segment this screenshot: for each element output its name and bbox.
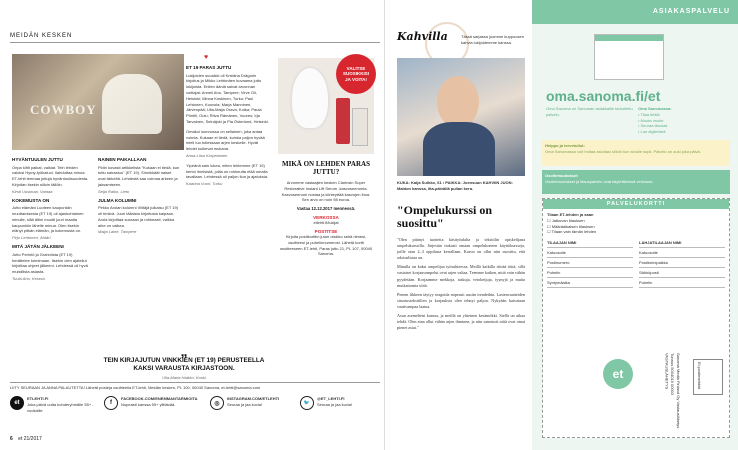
service-item: • Seuraa tilausta [638,123,668,129]
service-banner [532,0,738,24]
quote-mark: „ [180,343,188,359]
address-change-text: Osoitemuutokset ja tilauspalvelu ovat käytettävissä verkossa. [545,178,654,184]
service-item: • Lue digilehteä [638,129,666,135]
series-intro: Tässä sarjassa juomme kuppoosen kahvia lukijoidemme kanssa. [461,34,524,45]
letter-text: Ylpeänä sain lukea, miten lehtemme (ET 19) kertoi ihmisistä, joilla on rohkeutta elää omalla tavallaan. Lehdessä oli paljon iloa ja ajatuksia. [186,162,269,180]
letter-text: Omakoi luonnossa on sellainen, joka antaa voimia. Kukaan ei tiedä, kuinka paljon hyvää mieli tuo tullessaan arjen keskelle. Hyvät lehdet kulkevat mukana. [186,128,265,152]
field-phone[interactable]: Puhelin [547,270,633,278]
page-folio [10,436,42,442]
cowboy-photo [12,54,184,150]
article-body [397,236,525,432]
article-paragraph: "Olen pitänyt tuotteita käsityöalalta ja tekstiilin opiskelijana ompelukurssilla. Järjestän tiukasti omaan ompelukoneen käyttökursseja, joille otan 2–3 oppilasta kerrallaan. Kurssi on ollut niin suosittu, että odotuslistaa on. [397,237,525,261]
form-option[interactable]: Tilaan ET-lehden ja saan [547,212,594,217]
screenshot-header [595,35,663,41]
social-heading: ETLEHTI.FI [27,396,49,401]
portrait-face [437,76,479,128]
letters-col-1 [12,154,90,384]
letters-col-3 [186,62,270,340]
quote-text: TEIN KIRJAJUTUN VINKKIEN (ET 19) PERUSTEELLA KAKSI VARAUSTA KIRJASTOON. [103,357,265,373]
field-city[interactable]: Postitoimipaikka [639,260,725,268]
photo-caption: COWBOY [30,102,97,117]
letter-heading: NAINEN PAIKALLAAN [98,157,147,162]
article-paragraph: Minulla on kaksi ompelijaa työsuhteessa. Meillä kaikilla riittää töitä, sillä vastaiset korjausompelut ovat arjen valtaa. Teemme kaiken, mitä vain vähän pyydetään. Korjaamme mekkoja, taskuja, vetoketjuja, tyynyjä ja muita mutkattomia töitä. [397,264,525,288]
letter-heading: HYVÄNTUULEN JUTTU [12,157,63,162]
social-heading: INSTAGRAM.COM/ETLEHTI [227,396,280,401]
portrait-photo [397,58,525,176]
serum-bottle [336,98,350,144]
letter-text: Pidin kovasti artikkelista "Kukaan ei tiedä, kun tuttu sairastuu" (ET 19). Sinnikkäät naiset ovat tärkeitä. Lehdestä saa voimaa arkeen ja jaksamiseen. [98,164,180,188]
serum-box [352,108,368,146]
website-screenshot [594,34,664,80]
letter-signature: Tuula Aho, Kerava [12,275,45,281]
quote-signature: Ulla-Maria Haikko, Koski [162,375,206,381]
form-fields [543,238,729,290]
contest-post-heading: POSTITSE [314,229,338,235]
field-subscriber-name[interactable]: TILAAJAN NIMI [547,240,633,248]
social-heading: @ET_LEHTI.FI [317,396,345,401]
return-address: Sanoma Media Finland Oy Vastauslähetys Tunnus 5004019 00003 VASTAUSLÄHETYS [664,353,681,429]
contest-text: Arvomme vastaajien kesken Clarinsin Super Restorative Instant Lift Serum -kasvoseerumia. Kasvoseerumi nostaa ja kiinteyttää kasvojen ihoa. Sen arvo on noin 98 euroa. [281,180,371,203]
social-row [10,396,380,413]
letter-text: Onpa kiitit paikat, valkiat. Tein lehden valoksi Hymy-työkaluni. Ilahduttaa minua. ET-lehti teemaa juttuja hyväntuulisuudesta. Kirjoitan itsekin silloin tällöin. [12,164,89,188]
letter-text: Lukijoiden suosikki oli Kristiina Drägorin kirjoitus ja Mikko Lehtimäen kuvaama juttu lukijoista. Eniten ääniä saivat arvonnan voittajat: Anneli Aho, Tampere; Virve Gil, Helsinki; Minna Koskinen, Turku; Paul Lehtonen, Kouvola; Marja Manninen, Järvenpää; Ulla-Maija Orava, Kotka; Paula Pöntili, Oulu; Ritva Rämänen, Vuores; Irja Tarvainen, Seinäjoki ja Pia Österlund, Helsinki. [186,72,269,125]
service-item: • Tilaa lehtiä [638,111,660,117]
letter-heading: JULMA KOLUMNI [98,197,137,203]
section-tag: MEIDÄN KESKEN [10,33,73,39]
social-text: Joka päivä uutta kohderyhmälle 55+ -vuotiaille [27,401,94,413]
contest-post-text: Kirjoita postikorttiin jutun otsikko sekä nimesi, osoitteesi ja puhelinnumerosi. Lähetä kortti osoitteeseen ET-lehti, Paras juttu 21, PL 107, 00040 Sanoma. [279,234,373,257]
letter-signature: Kirsti Uusimaa, Vantaa [12,188,53,194]
letter-heading: ET 19 PARAS JUTTU [186,65,232,70]
article-paragraph: Asun asemelteni kanssa, ja meillä on yhteinen kesämökki. Siellä on aikaa tehdä. Olen aina ollut vähän arjen ihminen, ja niin sanotusti niitä ovat omat pienet asiat." [397,313,525,331]
letter-signature: Kaarina Vuori, Turku [186,181,223,187]
address-change-heading: Osoitemuutokset [545,173,578,178]
services-heading: Oma Sanomassa: [638,106,672,111]
stamp-box [693,359,723,395]
right-page [532,0,738,450]
letter-heading: MITÄ JÄTÄN JÄLKEENI [12,244,64,250]
article-headline: "Ompelukurssi on suosittu" [397,203,493,230]
field-email[interactable]: Sähköposti [639,270,725,278]
rocking-horse [102,74,162,134]
letter-signature: Anna-Liisa Korpelainen [186,153,228,159]
services-list [638,106,730,135]
heart-icon: ♥ [204,54,209,61]
middle-page [384,0,532,450]
field-birthdate[interactable]: Syntymäaika [547,280,633,288]
form-option[interactable]: ☐ Tilaan vain tämän lehden [547,229,597,235]
letter-text: Jutto Perintö ja Grahnlista (ET 19) herättelee toimimaan. Itsekin olen ajatellut kirjoittaa ohjeet jälkeeni. Lehdessä oli hyvä muistilista asiasta. [12,251,88,275]
form-option[interactable]: ☐ Määräaikaisen tilauksen [547,223,595,229]
footer-rule [10,382,380,383]
contest-web-link[interactable]: etlehti.fi/lukijat [313,220,339,226]
field-postcode[interactable]: Postinumero [547,260,633,268]
section-underline [10,42,380,43]
social-twitter[interactable] [300,396,370,413]
service-url[interactable]: oma.sanoma.fi/et [546,88,661,104]
portrait-caption: KUKA: Kaija Suihko, 61 • PAIKKA: Joensuun KAHVIIN JUON: Maidon kanssa, ilta-päivällä pullan kera. [397,180,513,191]
social-text: Seuraa ja jaa kuvia! [317,401,353,407]
social-instagram[interactable] [210,396,294,413]
reader-quote [94,343,274,381]
social-text: Seuraa ja jaa kuvia! [227,401,263,407]
social-heading: FACEBOOK.COM/ENEMMANTARMIOITA [121,396,198,401]
et-logo-icon: et [10,396,24,410]
mannequin-head [292,68,328,128]
contest-title: MIKÄ ON LEHDEN PARAS JUTTU? [282,160,370,177]
service-lead: Oma Sanoma on Sanoman asiakkaille tarkoitettu palvelu. [546,106,633,117]
contest-deadline: Vastaa 12.12.2017 mennessä. [296,206,356,212]
facebook-icon: f [104,396,118,410]
contest-badge: VALITSE SUOSIKKISI JA VOITA! [336,54,376,94]
help-text: Oma Sanomassa voit hoitaa asioitasi silloin kun sinulle sopii. Palvelu on auki joka päivä. [545,148,701,154]
letter-signature: Maija Laine, Tampere [98,229,137,235]
form-option[interactable]: ☐ Jatkuvan tilauksen [547,217,585,223]
help-box [542,140,730,166]
service-form [542,198,730,438]
et-big-logo: et [603,359,633,389]
field-street-2[interactable]: Katuosoite [639,250,725,258]
letter-text: Jutto elämäni Luoteen kaupunkiin muuttamisesta (ET 19) oli ajankohtainen minulle, sillä äitini muutti juuri maalta kaupunkiin lähelle minua. Olen itsekin elänyt pitkän elämän, ja kokemusta on. [12,205,84,234]
contest-panel [278,160,374,350]
banner-title: ASIAKASPALVELU [652,8,730,15]
letter-text: Pirkko Arolan kolumni Viiltäjä julkaisu (ET 19) oli terävä. Juuri tällaista kirjoitusta kaipaan. Arola kirjoittaa suoraan ja rohkeasti, vaikka aihe on vaikea. [98,205,179,228]
address-change-box [542,170,730,194]
form-title-bar: PALVELUKORTTI [543,199,729,209]
portrait-body [423,122,495,176]
service-item: • Muuta osoite [638,117,664,123]
form-options [543,209,729,238]
letter-signature: Pirjo Lehtonen, Ähtäri [12,235,51,241]
page-number: 6 [10,436,13,442]
series-script-title: Kahvilla [397,30,448,43]
issue-label: et 21/2017 [18,436,42,442]
field-street[interactable]: Katuosoite [547,250,633,258]
social-facebook[interactable] [104,396,204,413]
field-gift-name[interactable]: LAHJATILAAJAN NIMI [639,240,725,248]
letter-heading: KOKEMUSTA ON [12,197,50,203]
letters-col-2 [98,154,180,340]
social-etlehti[interactable] [10,396,98,413]
field-phone-2[interactable]: Puhelin [639,280,725,288]
return-address-block [603,349,683,431]
help-heading: Helppo ja tervetullut: [545,143,585,148]
instagram-icon: ◎ [210,396,224,410]
letter-signature: Seija Raiko, Lieto [98,188,130,194]
footer-text: LIITY SEURAAN JA ANNA PALAUTETTA! Lähetä posteja osoitteella ET-lehti, Meidän kesken, PL 100, 00040 Sanoma, et-lehti@sanoma.com [10,385,261,390]
social-text: Nopeasti kanssa 55+ ylittävää. [121,401,176,407]
article-paragraph: Pienen likkeen täytyy reagoida nopeasti uusiin trendeihin. Lastenvaatteiden sisustustekstiilien ja korjauksia olen tehnyt paljon. Nykyään kaivataan vaativampaa laatua. [397,291,525,309]
contest-web-heading: VERKOSSA [313,215,339,221]
stamp-text: Ei postimerkkiä [696,362,702,390]
twitter-icon: 🐦 [300,396,314,410]
